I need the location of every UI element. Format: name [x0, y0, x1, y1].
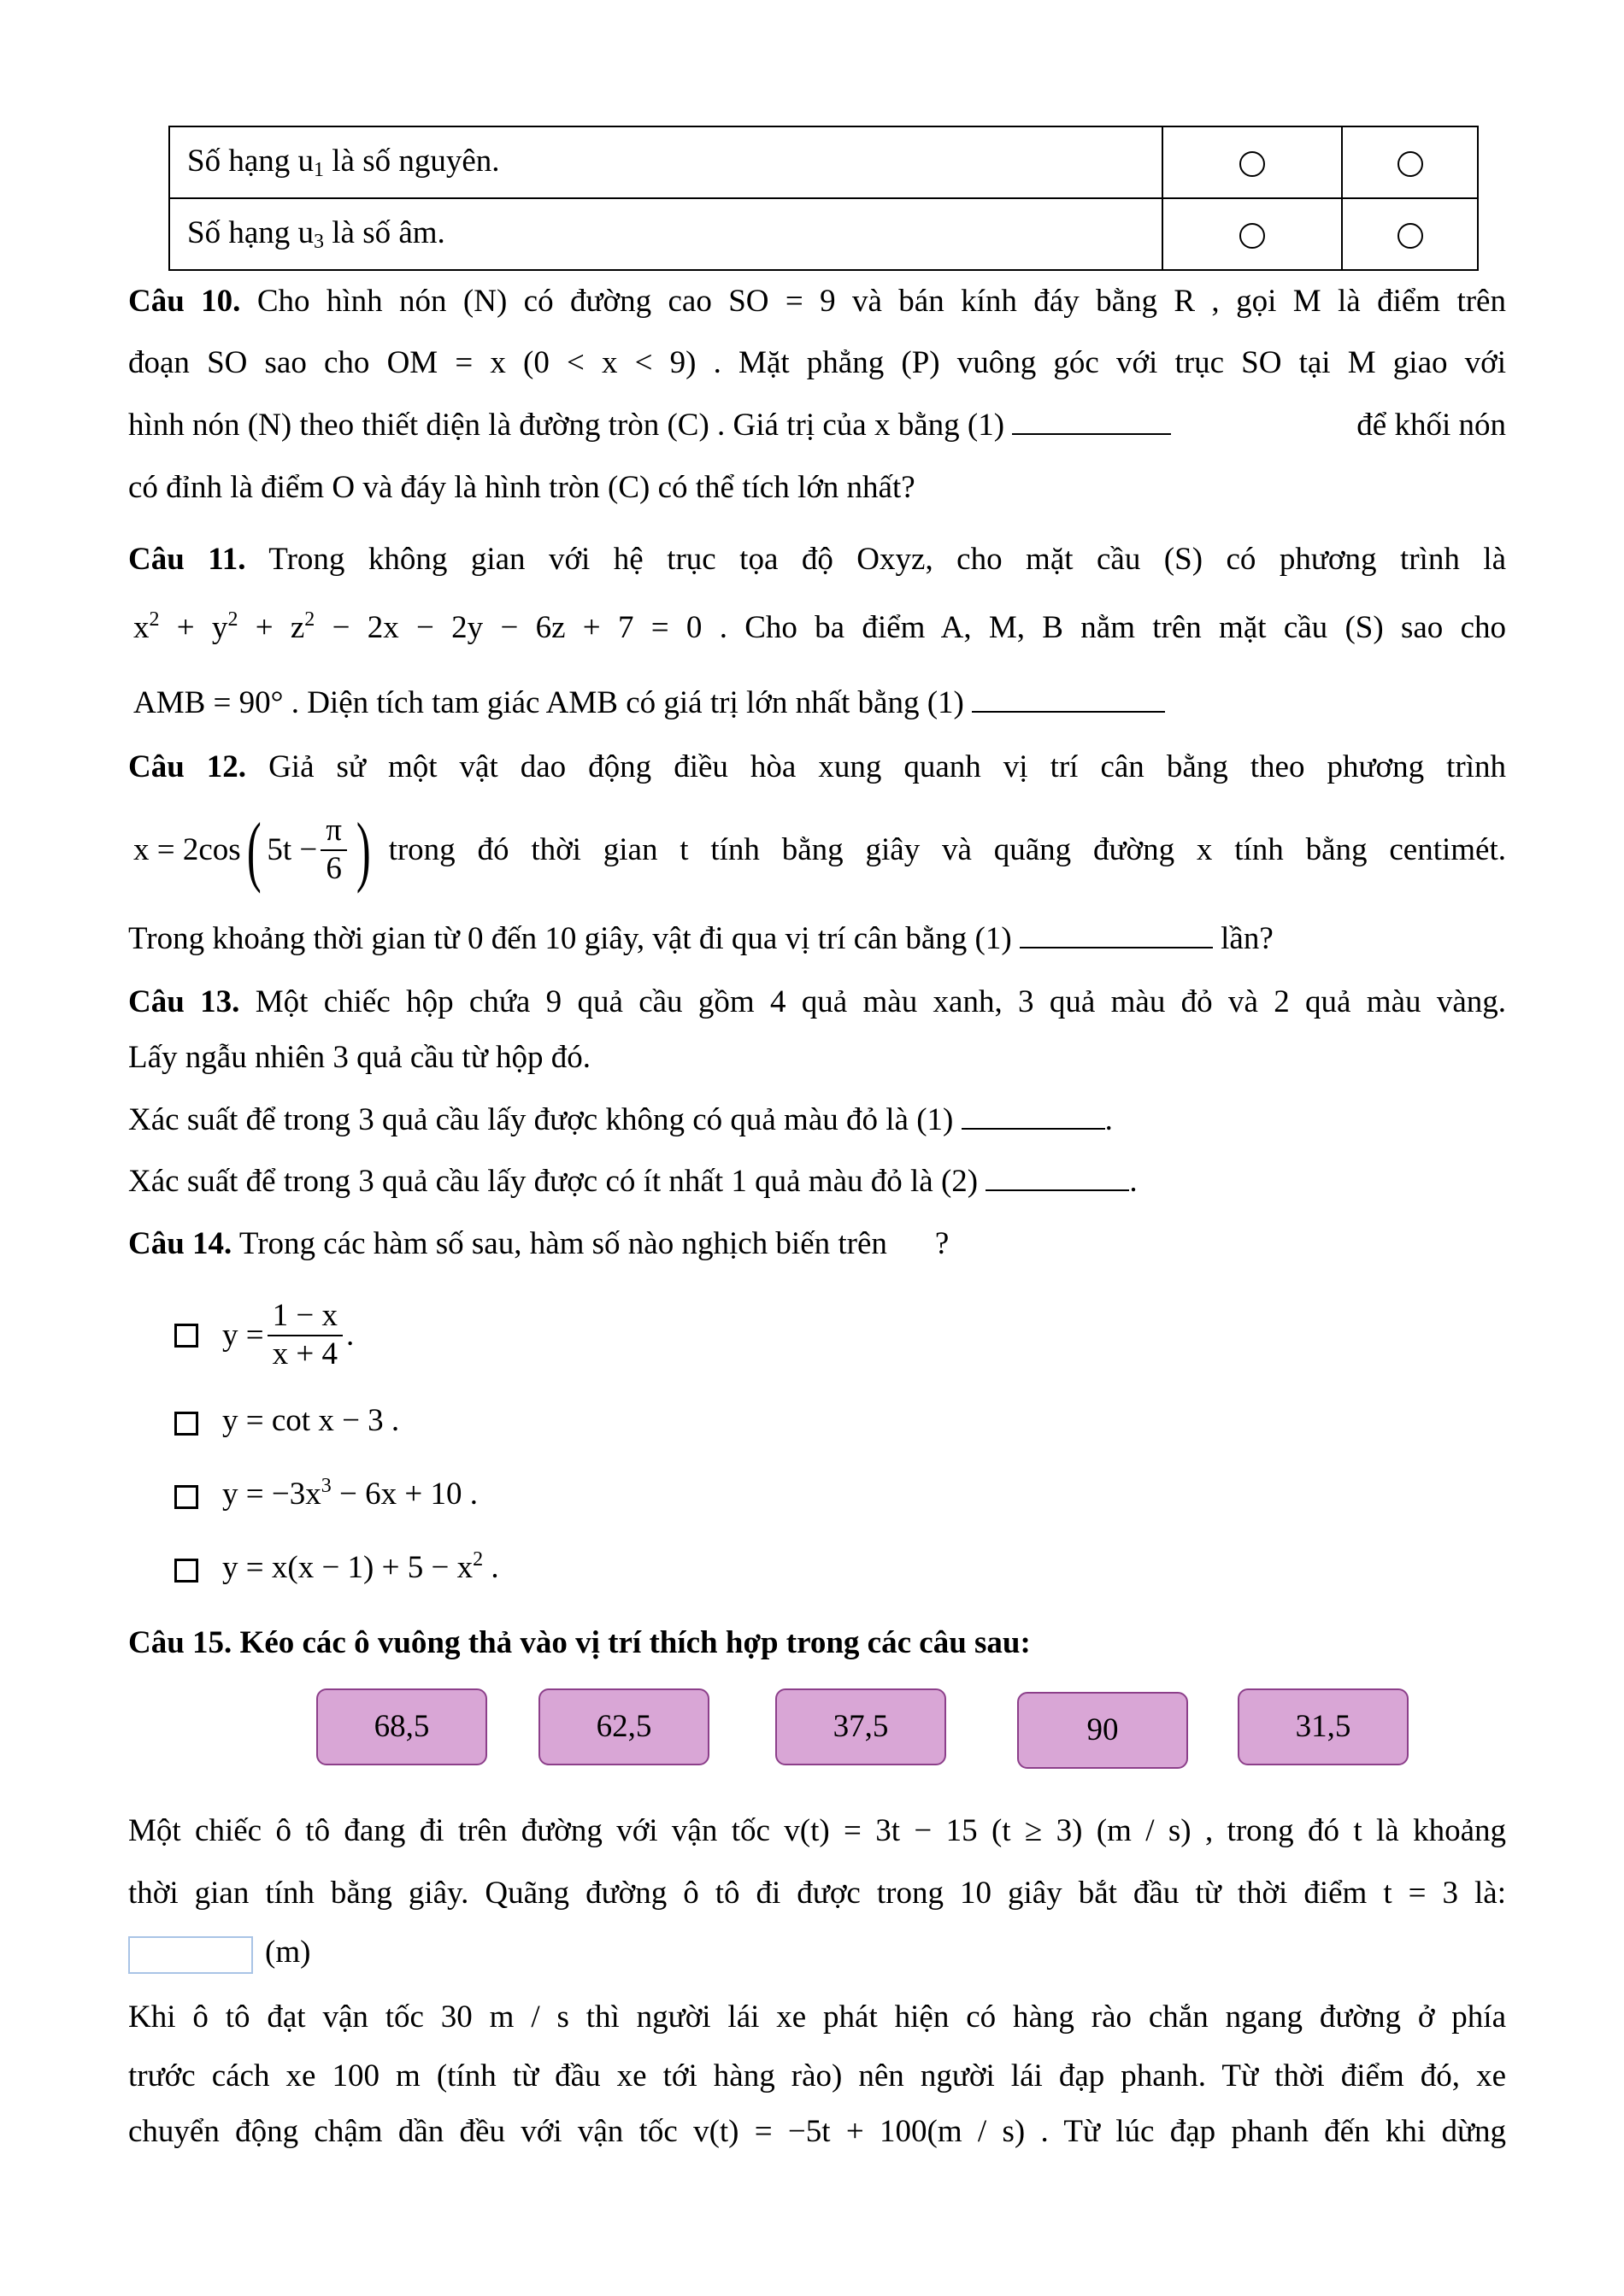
- q15-p2-line-3: chuyển động chậm dần đều với vận tốc v(t) = −5t + 100(m / s) . Từ lúc đạp phanh đến khi dừng: [128, 2114, 1506, 2149]
- q10-line-2: đoạn SO sao cho OM = x (0 < x < 9) . Mặt phẳng (P) vuông góc với trục SO tại M giao với: [128, 345, 1506, 380]
- option-checkbox[interactable]: [174, 1412, 198, 1436]
- drag-tile-62-5[interactable]: 62,5: [538, 1688, 709, 1765]
- q13-line-3: Xác suất để trong 3 quả cầu lấy được không có quả màu đỏ là (1) .: [128, 1102, 1113, 1137]
- q14-option-1: y = $\frac{1 - x}{x + 4}$ .: [174, 1289, 354, 1383]
- q11-answer-blank[interactable]: [972, 710, 1165, 713]
- q12-line-3: Trong khoảng thời gian từ 0 đến 10 giây, vật đi qua vị trí cân bằng (1) lần?: [128, 921, 1274, 956]
- q13-answer-blank-1[interactable]: [962, 1127, 1105, 1130]
- q11-line-1: Câu 11. Trong không gian với hệ trục tọa độ Oxyz, cho mặt cầu (S) có phương trình là: [128, 542, 1507, 577]
- drag-tile-90[interactable]: 90: [1017, 1692, 1188, 1769]
- q10-line-3: hình nón (N) theo thiết diện là đường tròn (C) . Giá trị của x bằng (1) để khối nón: [128, 408, 1506, 443]
- false-radio[interactable]: [1397, 151, 1423, 177]
- q15-p2-line-2: trước cách xe 100 m (tính từ đầu xe tới hàng rào) nên người lái đạp phanh. Từ thời điểm đó, xe: [128, 2058, 1506, 2093]
- statement-cell: Số hạng $u_1$ là số nguyên.: [169, 126, 1162, 198]
- q12-answer-blank[interactable]: [1020, 946, 1213, 948]
- drag-tile-31-5[interactable]: 31,5: [1238, 1688, 1409, 1765]
- option-checkbox[interactable]: [174, 1485, 198, 1509]
- q13-line-1: Câu 13. Một chiếc hộp chứa 9 quả cầu gồm 4 quả màu xanh, 3 quả màu đỏ và 2 quả màu vàng.: [128, 984, 1506, 1019]
- q15-title: Câu 15. Kéo các ô vuông thả vào vị trí thích hợp trong các câu sau:: [128, 1625, 1031, 1660]
- q15-p1-line-3: (m): [128, 1933, 1506, 1974]
- q10-line-4: có đỉnh là điểm O và đáy là hình tròn (C) có thể tích lớn nhất?: [128, 470, 915, 505]
- q13-line-4: Xác suất để trong 3 quả cầu lấy được có ít nhất 1 quả màu đỏ là (2) .: [128, 1164, 1138, 1199]
- q14-option-3: $y = -3x^3 - 6x + 10$ .: [174, 1475, 478, 1514]
- q11-line-2: $x^2 + y^2 + z^2 - 2x - 2y - 6z + 7 = 0$ . Cho ba điểm A, M, B nằm trên mặt cầu (S) sao cho: [133, 608, 1506, 645]
- q10-answer-blank[interactable]: [1012, 432, 1171, 435]
- true-radio[interactable]: [1239, 223, 1265, 249]
- q14-line-1: Câu 14. Trong các hàm số sau, hàm số nào nghịch biến trên ?: [128, 1226, 950, 1261]
- drop-zone[interactable]: [128, 1936, 253, 1974]
- true-radio[interactable]: [1239, 151, 1265, 177]
- q14-option-2: y = cot x − 3 .: [174, 1401, 399, 1441]
- q12-line-1: Câu 12. Giả sử một vật dao động điều hòa xung quanh vị trí cân bằng theo phương trình: [128, 749, 1506, 784]
- q10-line-1: Câu 10. Cho hình nón (N) có đường cao SO = 9 và bán kính đáy bằng R , gọi M là điểm trên: [128, 284, 1506, 319]
- drag-tile-37-5[interactable]: 37,5: [775, 1688, 946, 1765]
- option-fraction: $\frac{1 - x}{x + 4}$: [268, 1298, 343, 1372]
- left-paren: (: [246, 807, 262, 894]
- q13-line-2: Lấy ngẫu nhiên 3 quả cầu từ hộp đó.: [128, 1040, 591, 1075]
- option-checkbox[interactable]: [174, 1324, 198, 1348]
- option-checkbox[interactable]: [174, 1559, 198, 1583]
- table-row: [169, 198, 1478, 270]
- q15-p1-line-2: thời gian tính bằng giây. Quãng đường ô tô đi được trong 10 giây bắt đầu từ thời điểm t = 3 là:: [128, 1876, 1506, 1911]
- q15-p1-line-1: Một chiếc ô tô đang đi trên đường với vận tốc v(t) = 3t − 15 (t ≥ 3) (m / s) , trong đó t là khoảng: [128, 1813, 1506, 1848]
- table-row: [169, 126, 1478, 198]
- q11-line-3: AMB = 90° . Diện tích tam giác AMB có giá trị lớn nhất bằng (1): [133, 684, 1511, 723]
- drag-tile-68-5[interactable]: 68,5: [316, 1688, 487, 1765]
- q14-option-4: $y = x(x - 1) + 5 - x^2$ .: [174, 1548, 499, 1588]
- q12-equation-line: x = 2cos ( 5t − $\frac{\pi}{6}$ ) trong đó thời gian t tính bằng giây và quãng đường x tính bằng centimét.: [133, 807, 1506, 894]
- true-false-table: [168, 126, 1479, 271]
- false-radio[interactable]: [1397, 223, 1423, 249]
- right-paren: ): [356, 807, 371, 894]
- pi-over-six-fraction: $\frac{\pi}{6}$: [321, 813, 347, 887]
- statement-cell: Số hạng $u_3$ là số âm.: [169, 198, 1162, 270]
- q13-answer-blank-2[interactable]: [986, 1189, 1129, 1191]
- q15-p2-line-1: Khi ô tô đạt vận tốc 30 m / s thì người lái xe phát hiện có hàng rào chắn ngang đường ở phía: [128, 1999, 1506, 2035]
